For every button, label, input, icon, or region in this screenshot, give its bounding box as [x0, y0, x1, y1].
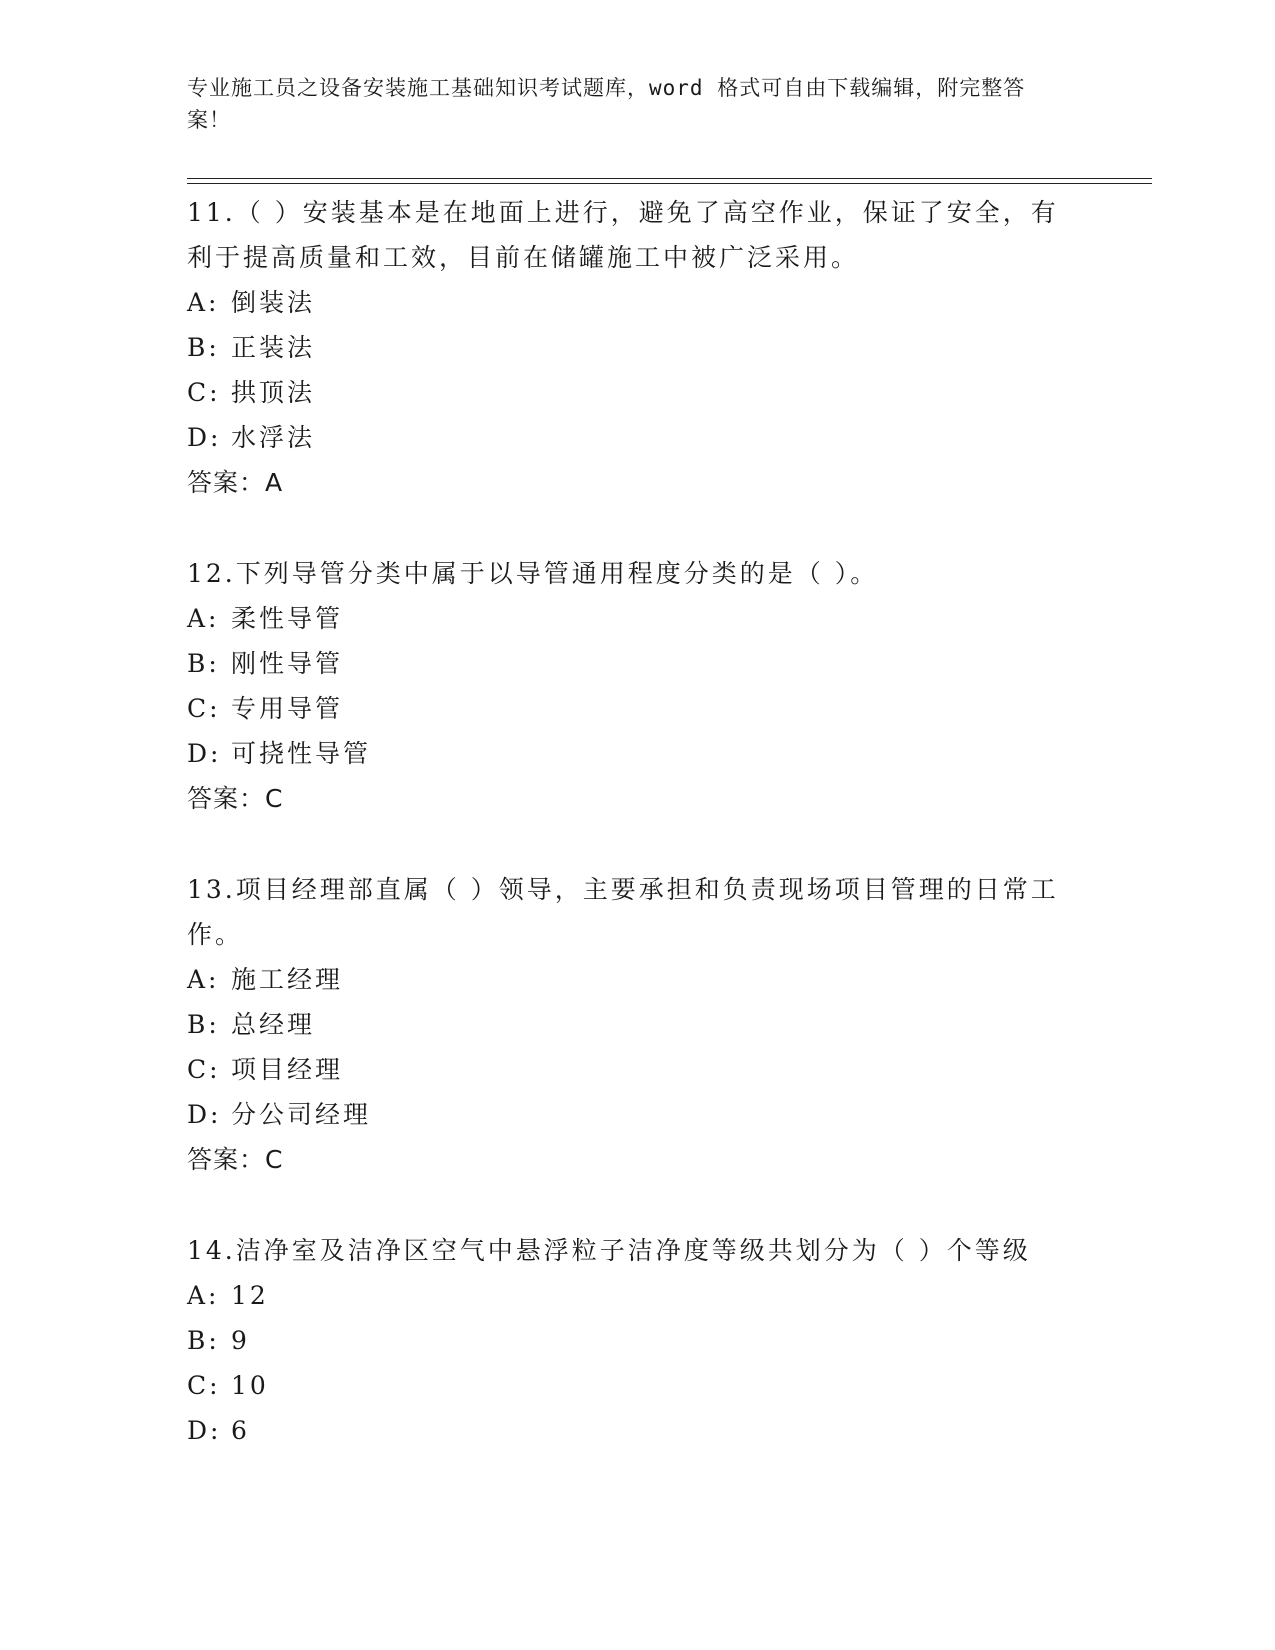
question-text: 14.洁净室及洁净区空气中悬浮粒子洁净度等级共划分为（ ）个等级: [187, 1236, 1031, 1265]
question-text: 11.（ ）安装基本是在地面上进行，避免了高空作业，保证了安全，有利于提高质量和工效，目前在储罐施工中被广泛采用。: [187, 198, 1059, 272]
option-text: 6: [231, 1416, 250, 1445]
option-letter: D:: [187, 739, 222, 768]
option-letter: C:: [187, 1055, 221, 1084]
option-text: 刚性导管: [231, 649, 344, 678]
option-b: [187, 641, 1067, 686]
question-list: [187, 190, 1067, 1499]
option-text: 9: [231, 1326, 250, 1355]
option-d: [187, 1408, 1067, 1453]
option-letter: D:: [187, 423, 222, 452]
option-letter: B:: [187, 1010, 220, 1039]
question-text: 13.项目经理部直属（ ）领导，主要承担和负责现场项目管理的日常工作。: [187, 875, 1059, 949]
option-b: [187, 1318, 1067, 1363]
header-divider-top: [187, 178, 1152, 179]
answer-line: 答案：C: [187, 1145, 284, 1174]
option-text: 倒装法: [231, 288, 316, 317]
answer-line: 答案：C: [187, 784, 284, 813]
answer-line: 答案：A: [187, 468, 284, 497]
option-text: 分公司经理: [231, 1100, 372, 1129]
question-14: [187, 1228, 1067, 1453]
option-letter: A:: [187, 965, 220, 994]
option-letter: D:: [187, 1416, 222, 1445]
option-letter: C:: [187, 694, 221, 723]
option-text: 可挠性导管: [231, 739, 372, 768]
option-text: 总经理: [231, 1010, 316, 1039]
option-d: [187, 731, 1067, 776]
option-a: [187, 1273, 1067, 1318]
header-divider-bottom: [187, 183, 1152, 184]
option-text: 专用导管: [231, 694, 344, 723]
question-11: [187, 190, 1067, 505]
document-header: 专业施工员之设备安装施工基础知识考试题库，word 格式可自由下载编辑，附完整答案！: [187, 76, 1026, 132]
question-12: [187, 551, 1067, 821]
option-letter: B:: [187, 1326, 220, 1355]
option-c: [187, 686, 1067, 731]
option-letter: B:: [187, 649, 220, 678]
option-text: 正装法: [231, 333, 316, 362]
option-letter: A:: [187, 1281, 220, 1310]
option-c: [187, 1363, 1067, 1408]
option-text: 水浮法: [231, 423, 316, 452]
option-letter: B:: [187, 333, 220, 362]
question-text: 12.下列导管分类中属于以导管通用程度分类的是（ ）。: [187, 559, 879, 588]
option-c: [187, 1047, 1067, 1092]
option-letter: C:: [187, 1371, 221, 1400]
option-a: [187, 957, 1067, 1002]
option-text: 12: [231, 1281, 269, 1310]
option-a: [187, 280, 1067, 325]
option-text: 柔性导管: [231, 604, 344, 633]
option-text: 项目经理: [231, 1055, 344, 1084]
question-13: [187, 867, 1067, 1182]
option-text: 施工经理: [231, 965, 344, 994]
option-b: [187, 1002, 1067, 1047]
option-b: [187, 325, 1067, 370]
option-d: [187, 415, 1067, 460]
option-text: 拱顶法: [231, 378, 316, 407]
option-c: [187, 370, 1067, 415]
option-letter: A:: [187, 288, 220, 317]
option-letter: D:: [187, 1100, 222, 1129]
option-letter: A:: [187, 604, 220, 633]
option-text: 10: [231, 1371, 269, 1400]
option-a: [187, 596, 1067, 641]
option-d: [187, 1092, 1067, 1137]
option-letter: C:: [187, 378, 221, 407]
